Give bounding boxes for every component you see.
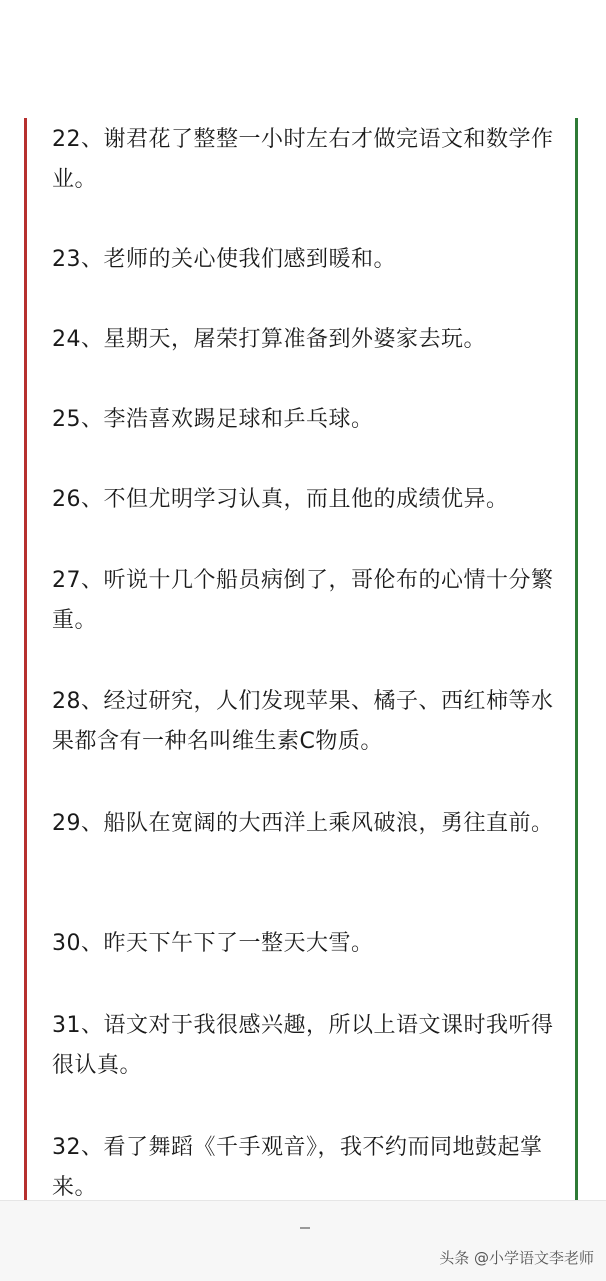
sentence-26: 26、不但尤明学习认真，而且他的成绩优异。 [52, 487, 509, 512]
source-watermark: 头条 @小学语文李老师 [439, 1249, 594, 1267]
sentence-24: 24、星期天，屠荣打算准备到外婆家去玩。 [52, 327, 486, 352]
sentence-23: 23、老师的关心使我们感到暖和。 [52, 247, 396, 272]
sentence-32: 32、看了舞蹈《千手观音》，我不约而同地鼓起掌来。 [52, 1135, 543, 1200]
sentence-31: 31、语文对于我很感兴趣，所以上语文课时我听得很认真。 [52, 1013, 554, 1078]
sentence-25: 25、李浩喜欢踢足球和乒乓球。 [52, 407, 374, 432]
article-content [0, 118, 606, 1200]
sentence-27: 27、听说十几个船员病倒了，哥伦布的心情十分繁重。 [52, 568, 554, 633]
left-border-red [24, 118, 27, 1200]
sentence-22: 22、谢君花了整整一小时左右才做完语文和数学作业。 [52, 127, 554, 192]
drag-handle[interactable] [300, 1227, 310, 1229]
footer-bar [0, 1200, 606, 1281]
top-blank-area [0, 0, 606, 118]
sentence-30: 30、昨天下午下了一整天大雪。 [52, 931, 374, 956]
sentence-29: 29、船队在宽阔的大西洋上乘风破浪，勇往直前。 [52, 811, 554, 836]
sentence-28: 28、经过研究，人们发现苹果、橘子、西红柿等水果都含有一种名叫维生素C物质。 [52, 689, 554, 754]
right-border-green [575, 118, 578, 1200]
